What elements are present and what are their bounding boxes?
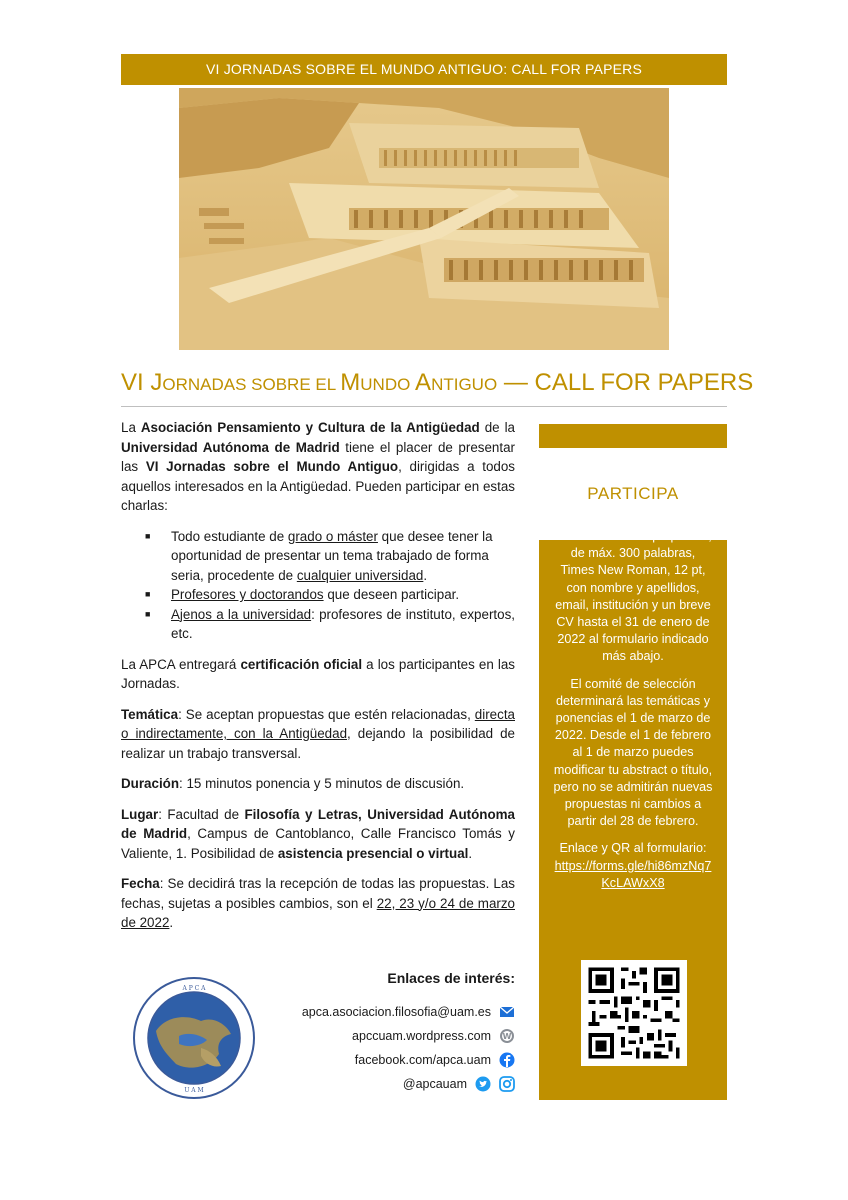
certification-paragraph: La APCA entregará certificación oficial a los participantes en las Jornadas. — [121, 656, 515, 691]
list-item: ■ Profesores y doctorandos que deseen participar. — [171, 585, 515, 605]
fecha-paragraph: Fecha: Se decidirá tras la recepción de todas las propuestas. Las fechas, sujetas a posibles cambios, son el 22, 23 y/o 24 de marzo de 2022. — [121, 876, 515, 930]
participa-sidebar — [539, 424, 727, 1100]
email-link-row[interactable] — [302, 1002, 515, 1022]
apca-seal-logo — [131, 976, 257, 1100]
qr-code[interactable] — [581, 960, 687, 1066]
social-handle-row[interactable] — [403, 1074, 515, 1094]
bullet-icon: ■ — [145, 608, 151, 619]
instagram-icon[interactable] — [499, 1076, 515, 1092]
web-link-row[interactable] — [352, 1026, 515, 1046]
facebook-link[interactable]: facebook.com/apca.uam — [354, 1053, 491, 1067]
bullet-icon: ■ — [145, 589, 151, 599]
svg-text:A P C A: A P C A — [182, 985, 206, 992]
web-link[interactable]: apccuam.wordpress.com — [352, 1029, 491, 1043]
tematica-paragraph: Temática: Se aceptan propuestas que estén relacionadas, directa o indirectamente, con la Antigüedad, dejando la posibilidad de realizar un trabajo transversal. — [121, 706, 515, 761]
selection-info: El comité de selección determinará las temáticas y ponencias el 1 de marzo de 2022. Desde el 1 de febrero al 1 de marzo puedes modificar tu abstract o título, pero no se admitirán nuevas propuestas ni cambios a partir del 28 de febrero. — [553, 676, 713, 829]
email-link[interactable]: apca.asociacion.filosofia@uam.es — [301, 1005, 491, 1019]
social-handle[interactable]: @apcauam — [402, 1077, 467, 1091]
svg-text:U A M: U A M — [184, 1087, 204, 1094]
list-item: ■ Todo estudiante de grado o máster que desee tener la oportunidad de presentar un tema trabajado de forma seria, procedente de cualquier universidad. — [145, 528, 493, 583]
participant-list — [121, 527, 515, 644]
lugar-paragraph: Lugar: Facultad de Filosofía y Letras, Universidad Autónoma de Madrid, Campus de Cantoblanco, Calle Francisco Tomás y Valiente, 1. Posibilidad de asistencia presencial o virtual. — [121, 806, 515, 861]
wordpress-icon — [499, 1028, 515, 1044]
top-banner: VI JORNADAS SOBRE EL MUNDO ANTIGUO: CALL FOR PAPERS — [121, 54, 727, 85]
bullet-icon: ■ — [145, 530, 151, 541]
facebook-icon — [499, 1052, 515, 1068]
list-item: ■ Ajenos a la universidad: profesores de instituto, expertos, etc. — [145, 606, 515, 641]
facebook-link-row[interactable] — [355, 1050, 515, 1070]
participa-body — [553, 528, 713, 892]
page-title: VI JORNADAS SOBRE EL MUNDO ANTIGUO — CALL FOR PAPERS — [121, 369, 754, 396]
submission-info: Puedes enviar tu propuesta, de máx. 300 palabras, Times New Roman, 12 pt, con nombre y apellidos, email, institución y un breve CV hasta el 31 de enero de 2022 al formulario indicado más abajo. — [554, 529, 712, 664]
form-link[interactable]: https://forms.gle/hi86mzNq7KcLAWxX8 — [554, 858, 712, 890]
apca-seal-icon — [131, 976, 257, 1100]
links-heading: Enlaces de interés: — [387, 970, 515, 986]
qr-code-icon — [581, 960, 687, 1066]
intro-paragraph: La Asociación Pensamiento y Cultura de la Antigüedad de la Universidad Autónoma de Madrid tiene el placer de presentar las VI Jornadas sobre el Mundo Antiguo, dirigidas a todos aquellos interesados en la Antigüedad. Pueden participar en estas charlas: — [121, 420, 515, 513]
participa-heading: PARTICIPA — [539, 448, 727, 540]
main-text — [121, 418, 515, 944]
duracion-paragraph: Duración: 15 minutos ponencia y 5 minutos de discusión. — [121, 776, 465, 791]
title-divider — [121, 406, 727, 407]
temple-photo — [179, 88, 669, 350]
svg-text:W: W — [502, 1032, 512, 1041]
twitter-icon[interactable] — [475, 1076, 491, 1092]
form-link-block: Enlace y QR al formulario: https://forms.gle/hi86mzNq7KcLAWxX8 — [554, 841, 712, 890]
envelope-icon — [499, 1004, 515, 1020]
temple-photo-illustration — [179, 88, 669, 350]
